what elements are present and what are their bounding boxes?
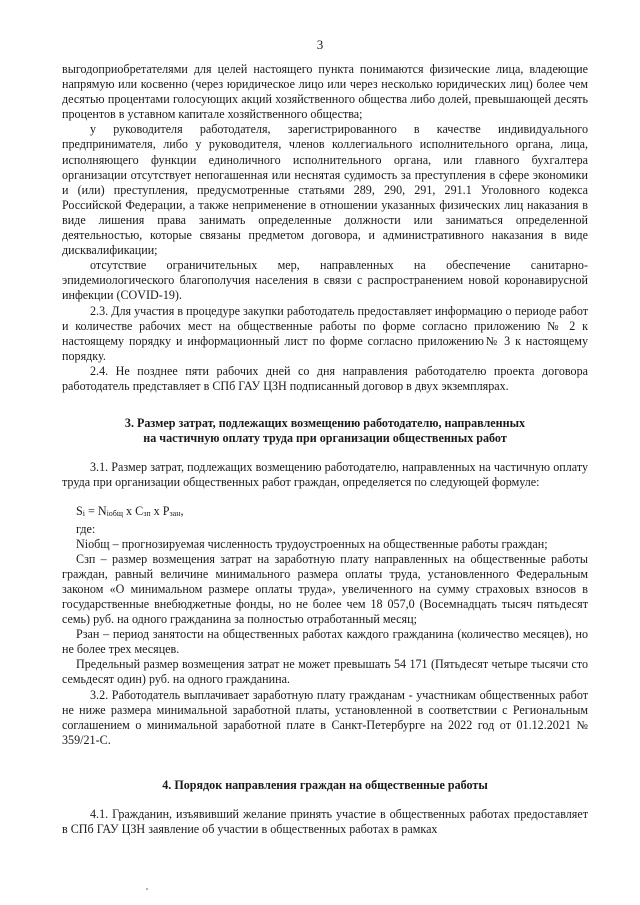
paragraph-no-criminal-record: у руководителя работодателя, зарегистрированного в качестве индивидуального предпринимателя, либо у руководителя, членов коллегиального исполнительного органа, лица, исполняющего функции единоличного исполнительного органа, или главного бухгалтера организации отсутствует непогашенная или неснятая судимость за преступления в сфере экономики и (или) преступления, предусмотренные статьями 289, 290, 291, 291.1 Уголовного кодекса Российской Федерации, а также неприменение в отношении указанных физических лиц наказания в виде лишения права занимать определенные должности или заниматься определенной деятельностью, которые связаны предметом договора, и административного наказания в виде дисквалификации; [62,122,588,258]
formula: $S_i = N_{iобщ}$ х $C_{зп}$ х $P_{зан}$, [76,504,184,519]
section-3-heading-line1: 3. Размер затрат, подлежащих возмещению работодателю, направленных [124,416,526,431]
document-body [62,62,588,837]
page-number: 3 [316,37,324,52]
reimbursement-limit: Предельный размер возмещения затрат не может превышать 54 171 (Пятьдесят четыре тысячи сто семьдесят один) руб. на одного гражданина. [62,657,588,687]
paragraph-2-4: 2.4. Не позднее пяти рабочих дней со дня направления работодателю проекта договора работодатель представляет в СПб ГАУ ЦЗН подписанный договор в двух экземплярах. [62,363,588,393]
paragraph-4-1: 4.1. Гражданин, изъявивший желание принять участие в общественных работах предоставляет в СПб ГАУ ЦЗН заявление об участии в общественных работах в рамках [62,807,588,837]
paragraph-2-3: 2.3. Для участия в процедуре закупки работодатель предоставляет информацию о периоде работ и количестве рабочих мест на общественные работы по форме согласно приложению № 2 к настоящему порядку и информационный лист по форме согласно приложению№ 3 к настоящему порядку. [62,303,588,363]
definition-c: Сзп – размер возмещения затрат на заработную плату направленных на общественные работы граждан, равный величине минимального размера оплаты труда, установленного Федеральным законом «О минимальном размере оплаты труда», увеличенного на сумму страховых взносов в государственные внебюджетные фонды, но не более чем 18 057,0 (Восемнадцать тысяч пятьдесят семь) руб. на одного гражданина за полностью отработанный месяц; [62,551,588,627]
definition-p: Рзан – период занятости на общественных работах каждого гражданина (количество месяцев), но не более трех месяцев. [62,627,588,657]
paragraph-3-1: 3.1. Размер затрат, подлежащих возмещению работодателю, направленных на частичную оплату труда при организации общественных работ граждан, определяется по следующей формуле: [62,460,588,490]
formula-where: где: [76,521,96,536]
scan-speck [146,888,148,890]
section-3-heading-line2: на частичную оплату труда при организации общественных работ [143,431,507,446]
paragraph-covid-restrictions: отсутствие ограничительных мер, направленных на обеспечение санитарно-эпидемиологического благополучия населения в связи с распространением новой коронавирусной инфекции (COVID-19). [62,258,588,303]
paragraph-3-2: 3.2. Работодатель выплачивает заработную плату гражданам - участникам общественных работ не ниже размера минимальной заработной платы, установленной в соответствии с Региональным соглашением о минимальной заработной плате в Санкт-Петербурге на 2022 год от 01.12.2021 № 359/21-С. [62,687,588,747]
definition-n: Niобщ – прогнозируемая численность трудоустроенных на общественные работы граждан; [76,536,548,551]
paragraph-beneficiaries: выгодоприобретателями для целей настоящего пункта понимаются физические лица, владеющие напрямую или косвенно (через юридическое лицо или через несколько юридических лиц) более чем десятью процентами голосующих акций хозяйственного общества либо долей, превышающей десять процентов в уставном капитале хозяйственного общества; [62,62,588,122]
section-4-heading: 4. Порядок направления граждан на общественные работы [162,777,488,792]
